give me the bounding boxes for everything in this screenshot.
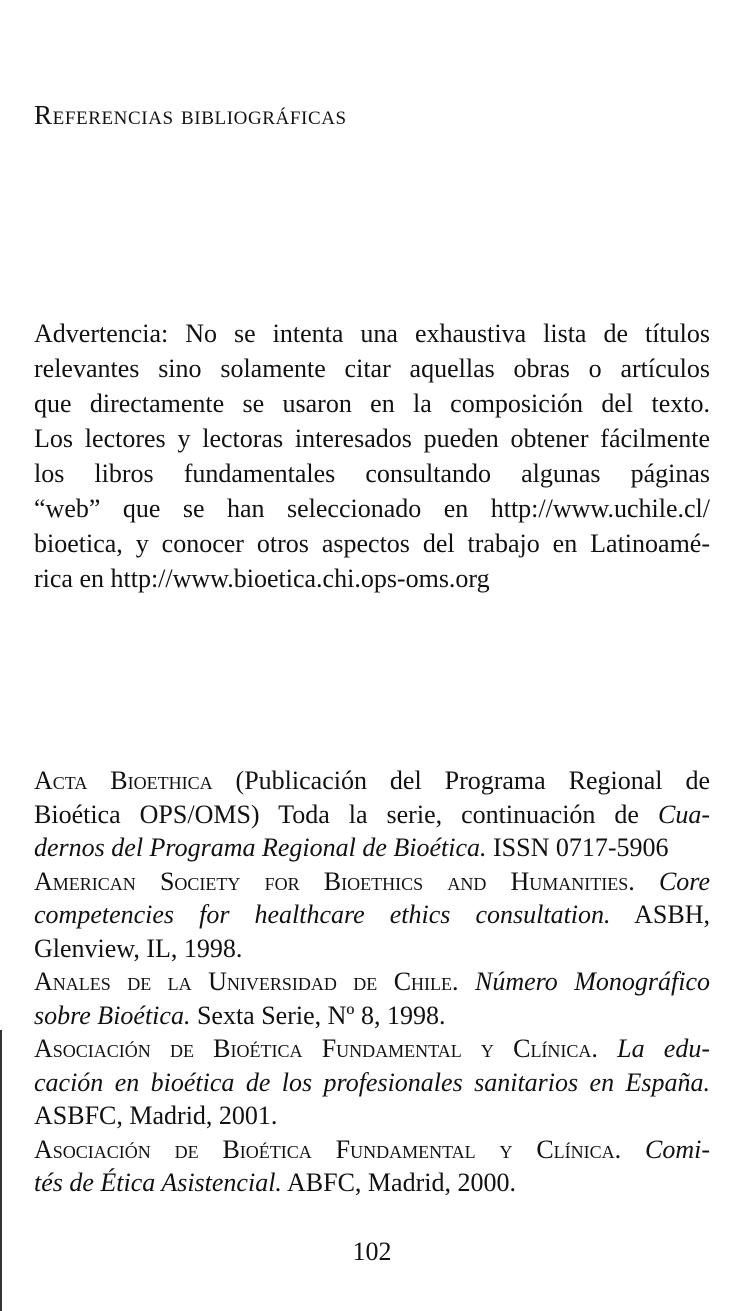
section-heading: Referencias bibliográficas bbox=[34, 100, 347, 130]
reference-author: Asociación de Bioética Fundamental y Clínica. bbox=[34, 1134, 622, 1164]
reference-line bbox=[34, 898, 710, 932]
reference-line bbox=[34, 1066, 710, 1100]
reference-entry bbox=[34, 1133, 710, 1200]
reference-text: ISSN 0717-5906 bbox=[486, 833, 669, 862]
reference-line bbox=[34, 764, 710, 798]
notice-line: Los lectores y lectoras interesados pueden obtener fácilmente bbox=[34, 424, 710, 453]
reference-entry bbox=[34, 1032, 710, 1133]
reference-entry bbox=[34, 764, 710, 865]
notice-line: “web” que se han seleccionado en http://www.uchile.cl/ bbox=[34, 494, 710, 523]
reference-text: ASBFC, Madrid, 2001. bbox=[34, 1101, 278, 1130]
reference-line bbox=[34, 1166, 710, 1200]
reference-line bbox=[34, 1133, 710, 1167]
reference-title: cación en bioética de los profesionales sanitarios en España. bbox=[34, 1067, 710, 1097]
reference-text: Sexta Serie, Nº 8, 1998. bbox=[190, 1000, 446, 1030]
reference-list bbox=[34, 764, 710, 1200]
notice-line: relevantes sino solamente citar aquellas obras o artículos bbox=[34, 354, 710, 383]
reference-text: Glenview, IL, 1998. bbox=[34, 933, 243, 963]
reference-text: ABFC, Madrid, 2000. bbox=[281, 1168, 516, 1197]
reference-title: tés de Ética Asistencial. bbox=[34, 1168, 282, 1197]
reference-author: Asociación de Bioética Fundamental y Clínica. bbox=[34, 1034, 598, 1063]
reference-title: Core bbox=[634, 866, 711, 896]
reference-line bbox=[34, 1099, 710, 1133]
reference-title: Número Monográfico bbox=[458, 967, 710, 996]
reference-author: Acta Bioethica bbox=[34, 766, 213, 795]
reference-entry bbox=[34, 965, 710, 1032]
reference-title: competencies for healthcare ethics consultation. bbox=[34, 900, 611, 929]
page-number: 102 bbox=[352, 1237, 392, 1266]
reference-title: Cua- bbox=[658, 799, 710, 829]
reference-line bbox=[34, 798, 710, 832]
notice-paragraph bbox=[34, 316, 710, 596]
notice-line: bioetica, y conocer otros aspectos del trabajo en Latinoamé- bbox=[34, 529, 710, 558]
reference-line bbox=[34, 831, 710, 865]
reference-line bbox=[34, 932, 710, 966]
reference-entry bbox=[34, 865, 710, 966]
reference-text: Bioética OPS/OMS) Toda la serie, continuación de bbox=[34, 799, 658, 829]
notice-line: Advertencia: No se intenta una exhaustiva lista de títulos bbox=[34, 319, 710, 348]
reference-line bbox=[34, 965, 710, 999]
reference-text: (Publicación del Programa Regional de bbox=[212, 766, 710, 795]
reference-title: sobre Bioética. bbox=[34, 1000, 191, 1030]
reference-line bbox=[34, 865, 710, 899]
reference-title: La edu- bbox=[597, 1034, 710, 1063]
reference-line bbox=[34, 1032, 710, 1066]
reference-author: Anales de la Universidad de Chile. bbox=[34, 967, 459, 996]
reference-author: American Society for Bioethics and Humanities. bbox=[34, 866, 635, 896]
page-edge-line bbox=[0, 1030, 2, 1311]
reference-title: Comi- bbox=[621, 1134, 710, 1164]
notice-line: que directamente se usaron en la composición del texto. bbox=[34, 389, 710, 418]
notice-line: rica en http://www.bioetica.chi.ops-oms.org bbox=[34, 564, 490, 593]
reference-text: ASBH, bbox=[610, 900, 710, 929]
reference-line bbox=[34, 999, 710, 1033]
notice-line: los libros fundamentales consultando algunas páginas bbox=[34, 459, 710, 488]
reference-title: dernos del Programa Regional de Bioética. bbox=[34, 833, 487, 862]
